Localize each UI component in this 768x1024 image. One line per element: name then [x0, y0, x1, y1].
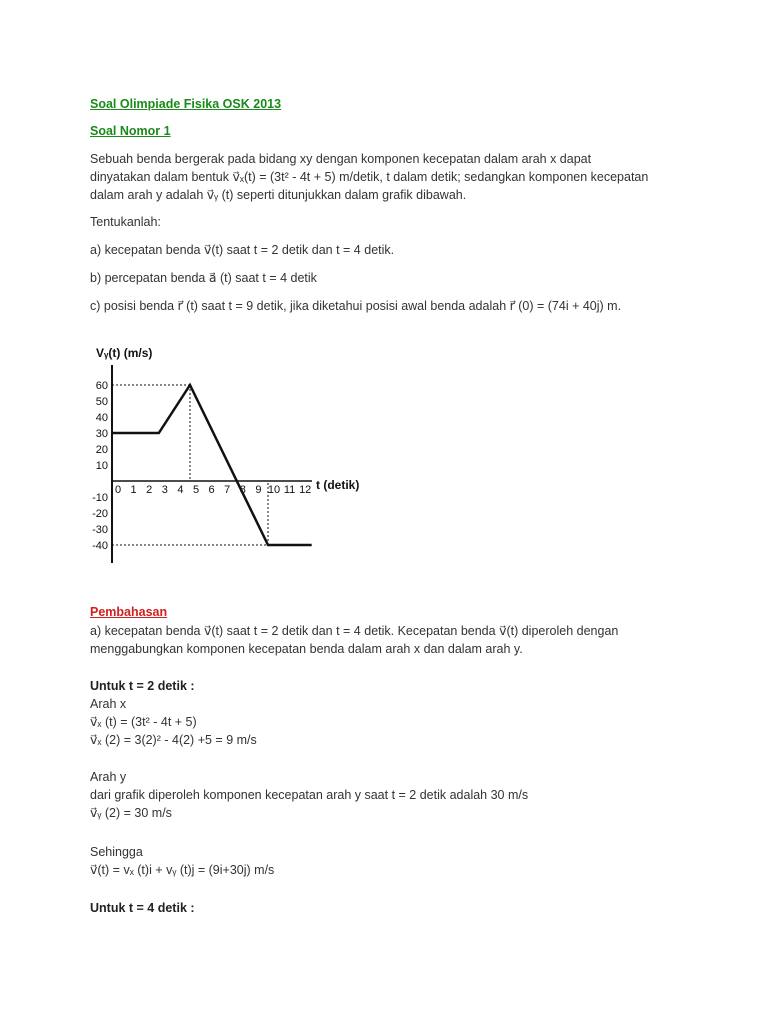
y-tick-label: 60	[95, 380, 108, 392]
x-tick-label: 3	[161, 484, 168, 496]
y-axis-label: Vᵧ(t) (m/s)	[96, 346, 153, 360]
y-tick-label: 20	[95, 444, 108, 456]
vx-formula: v⃗ₓ (t) = (3t² - 4t + 5)	[90, 715, 197, 729]
x-tick-label: 5	[192, 484, 200, 496]
vy-value: v⃗ᵧ (2) = 30 m/s	[90, 806, 172, 820]
question-number-heading: Soal Nomor 1	[90, 124, 171, 138]
pembahasan-intro-line-2: menggabungkan komponen kecepatan benda dalam arah x dan dalam arah y.	[90, 642, 523, 656]
document-title: Soal Olimpiade Fisika OSK 2013	[90, 97, 282, 111]
x-tick-label: 9	[255, 484, 262, 496]
x-tick-label: 4	[177, 484, 184, 496]
tentukanlah-label: Tentukanlah:	[90, 215, 161, 229]
y-tick-label: -20	[92, 508, 108, 520]
vy-series-line	[112, 385, 312, 545]
x-tick-label: 11	[283, 484, 296, 496]
question-b: b) percepatan benda a⃗ (t) saat t = 4 detik	[90, 271, 317, 285]
x-axis-label: t (detik)	[316, 478, 360, 492]
question-c: c) posisi benda r⃗ (t) saat t = 9 detik, jika diketahui posisi awal benda adalah r⃗ (0) = (74i + 40j) m.	[90, 299, 622, 313]
y-tick-label: 50	[95, 396, 108, 408]
arah-y-label: Arah y	[90, 770, 127, 784]
sehingga-label: Sehingga	[90, 845, 143, 859]
x-tick-label: 8	[239, 484, 246, 496]
x-tick-label: 1	[130, 484, 137, 496]
vy-velocity-chart	[80, 335, 380, 575]
x-tick-label: 0	[114, 484, 122, 496]
y-tick-label: 30	[95, 428, 108, 440]
v-total-result: v⃗(t) = vₓ (t)i + vᵧ (t)j = (9i+30j) m/s	[90, 863, 275, 877]
question-a: a) kecepatan benda v⃗(t) saat t = 2 detik dan t = 4 detik.	[90, 243, 395, 257]
y-tick-label: -40	[92, 540, 108, 552]
dari-grafik-text: dari grafik diperoleh komponen kecepatan arah y saat t = 2 detik adalah 30 m/s	[90, 788, 529, 802]
x-tick-label: 12	[299, 484, 312, 496]
t2-heading: Untuk t = 2 detik :	[90, 679, 195, 693]
x-tick-label: 2	[146, 484, 153, 496]
intro-line-3: dalam arah y adalah v⃗ᵧ (t) seperti ditunjukkan dalam grafik dibawah.	[90, 188, 467, 202]
y-tick-label: -10	[92, 492, 108, 504]
pembahasan-intro-line-1: a) kecepatan benda v⃗(t) saat t = 2 detik dan t = 4 detik. Kecepatan benda v⃗(t) diperoleh dengan	[90, 624, 619, 638]
x-tick-label: 10	[267, 484, 281, 496]
t4-heading: Untuk t = 4 detik :	[90, 901, 195, 915]
pembahasan-heading: Pembahasan	[90, 605, 168, 619]
intro-line-2: dinyatakan dalam bentuk v⃗ₓ(t) = (3t² - 4t + 5) m/detik, t dalam detik; sedangkan komponen kecepatan	[90, 170, 649, 184]
y-tick-label: -30	[92, 524, 108, 536]
vx-calculation: v⃗ₓ (2) = 3(2)² - 4(2) +5 = 9 m/s	[90, 733, 257, 747]
y-tick-label: 10	[95, 460, 108, 472]
intro-line-1: Sebuah benda bergerak pada bidang xy dengan komponen kecepatan dalam arah x dapat	[90, 152, 592, 166]
y-tick-label: 40	[95, 412, 108, 424]
arah-x-label: Arah x	[90, 697, 127, 711]
x-tick-label: 6	[208, 484, 215, 496]
x-tick-label: 7	[224, 484, 231, 496]
